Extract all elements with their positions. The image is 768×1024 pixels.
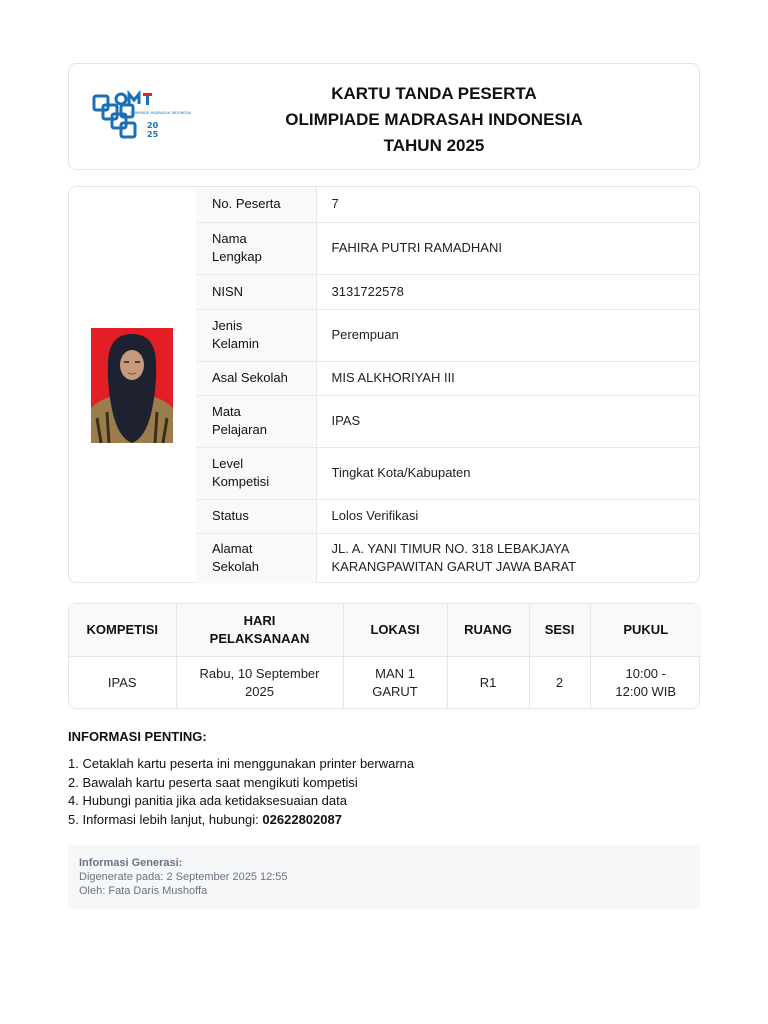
participant-card	[68, 186, 700, 583]
note-item: 1. Cetaklah kartu peserta ini menggunakan printer berwarna	[68, 756, 415, 771]
info-label: NISN	[196, 274, 316, 309]
important-info-title: INFORMASI PENTING:	[68, 729, 207, 744]
contact-prefix: 5. Informasi lebih lanjut, hubungi:	[68, 811, 259, 827]
card-title	[169, 81, 699, 159]
schedule-header: KOMPETISI	[69, 604, 176, 657]
title-line-2: OLIMPIADE MADRASAH INDONESIA	[285, 110, 583, 129]
schedule-header: RUANG	[447, 604, 529, 657]
info-value: Lolos Verifikasi	[316, 499, 700, 533]
generated-at: Digenerate pada: 2 September 2025 12:55	[79, 871, 288, 883]
info-value: IPAS	[316, 395, 700, 447]
info-label: Status	[196, 499, 316, 533]
info-value: JL. A. YANI TIMUR NO. 318 LEBAKJAYA KARANGPAWITAN GARUT JAWA BARAT	[331, 541, 577, 575]
info-row	[196, 187, 700, 222]
info-value: FAHIRA PUTRI RAMADHANI	[316, 222, 700, 274]
note-item-contact	[68, 811, 700, 830]
schedule-cell: Rabu, 10 September 2025	[176, 657, 343, 710]
schedule-table	[69, 604, 701, 709]
info-label: Mata Pelajaran	[196, 395, 316, 447]
info-value: 7	[316, 187, 700, 222]
info-label: No. Peserta	[196, 187, 316, 222]
participant-photo	[91, 328, 173, 443]
svg-text:20: 20	[147, 121, 159, 130]
info-row	[196, 499, 700, 533]
schedule-header: SESI	[529, 604, 590, 657]
info-label: Jenis Kelamin	[196, 309, 316, 361]
omi-logo	[91, 90, 192, 146]
schedule-cell: MAN 1 GARUT	[343, 657, 447, 710]
schedule-cell: R1	[447, 657, 529, 710]
schedule-header: PUKUL	[590, 604, 701, 657]
info-row	[196, 274, 700, 309]
info-label: Nama Lengkap	[196, 222, 316, 274]
generation-info-title: Informasi Generasi:	[79, 857, 183, 869]
important-info	[68, 728, 700, 829]
schedule-card	[68, 603, 700, 709]
info-row	[196, 222, 700, 274]
info-label: Alamat Sekolah	[196, 533, 316, 583]
info-label: Level Kompetisi	[196, 447, 316, 499]
schedule-header: HARI PELAKSANAAN	[176, 604, 343, 657]
schedule-header-row	[69, 604, 701, 657]
info-row	[196, 533, 700, 583]
schedule-cell: IPAS	[69, 657, 176, 710]
header-card	[68, 63, 700, 170]
info-value: MIS ALKHORIYAH III	[316, 361, 700, 395]
info-value: 3131722578	[316, 274, 700, 309]
info-value: Tingkat Kota/Kabupaten	[316, 447, 700, 499]
schedule-header: LOKASI	[343, 604, 447, 657]
title-line-1: KARTU TANDA PESERTA	[331, 84, 537, 103]
photo-column	[69, 187, 197, 584]
logo-subtext: OLIMPIADE MADRASAH INDONESIA	[130, 111, 192, 115]
title-line-3: TAHUN 2025	[383, 136, 485, 155]
info-label: Asal Sekolah	[196, 361, 316, 395]
info-row	[196, 309, 700, 361]
note-item: 2. Bawalah kartu peserta saat mengikuti kompetisi	[68, 774, 358, 790]
info-row	[196, 395, 700, 447]
info-row	[196, 361, 700, 395]
note-item: 4. Hubungi panitia jika ada ketidaksesuaian data	[68, 793, 347, 808]
svg-text:25: 25	[147, 130, 159, 139]
schedule-cell: 2	[529, 657, 590, 710]
info-value: Perempuan	[316, 309, 700, 361]
generation-info	[68, 845, 700, 909]
schedule-row	[69, 657, 701, 710]
participant-info-table	[196, 187, 700, 583]
schedule-cell: 10:00 - 12:00 WIB	[615, 666, 677, 699]
generated-by: Oleh: Fata Daris Mushoffa	[79, 885, 208, 897]
contact-number: 02622802087	[262, 811, 342, 827]
info-row	[196, 447, 700, 499]
